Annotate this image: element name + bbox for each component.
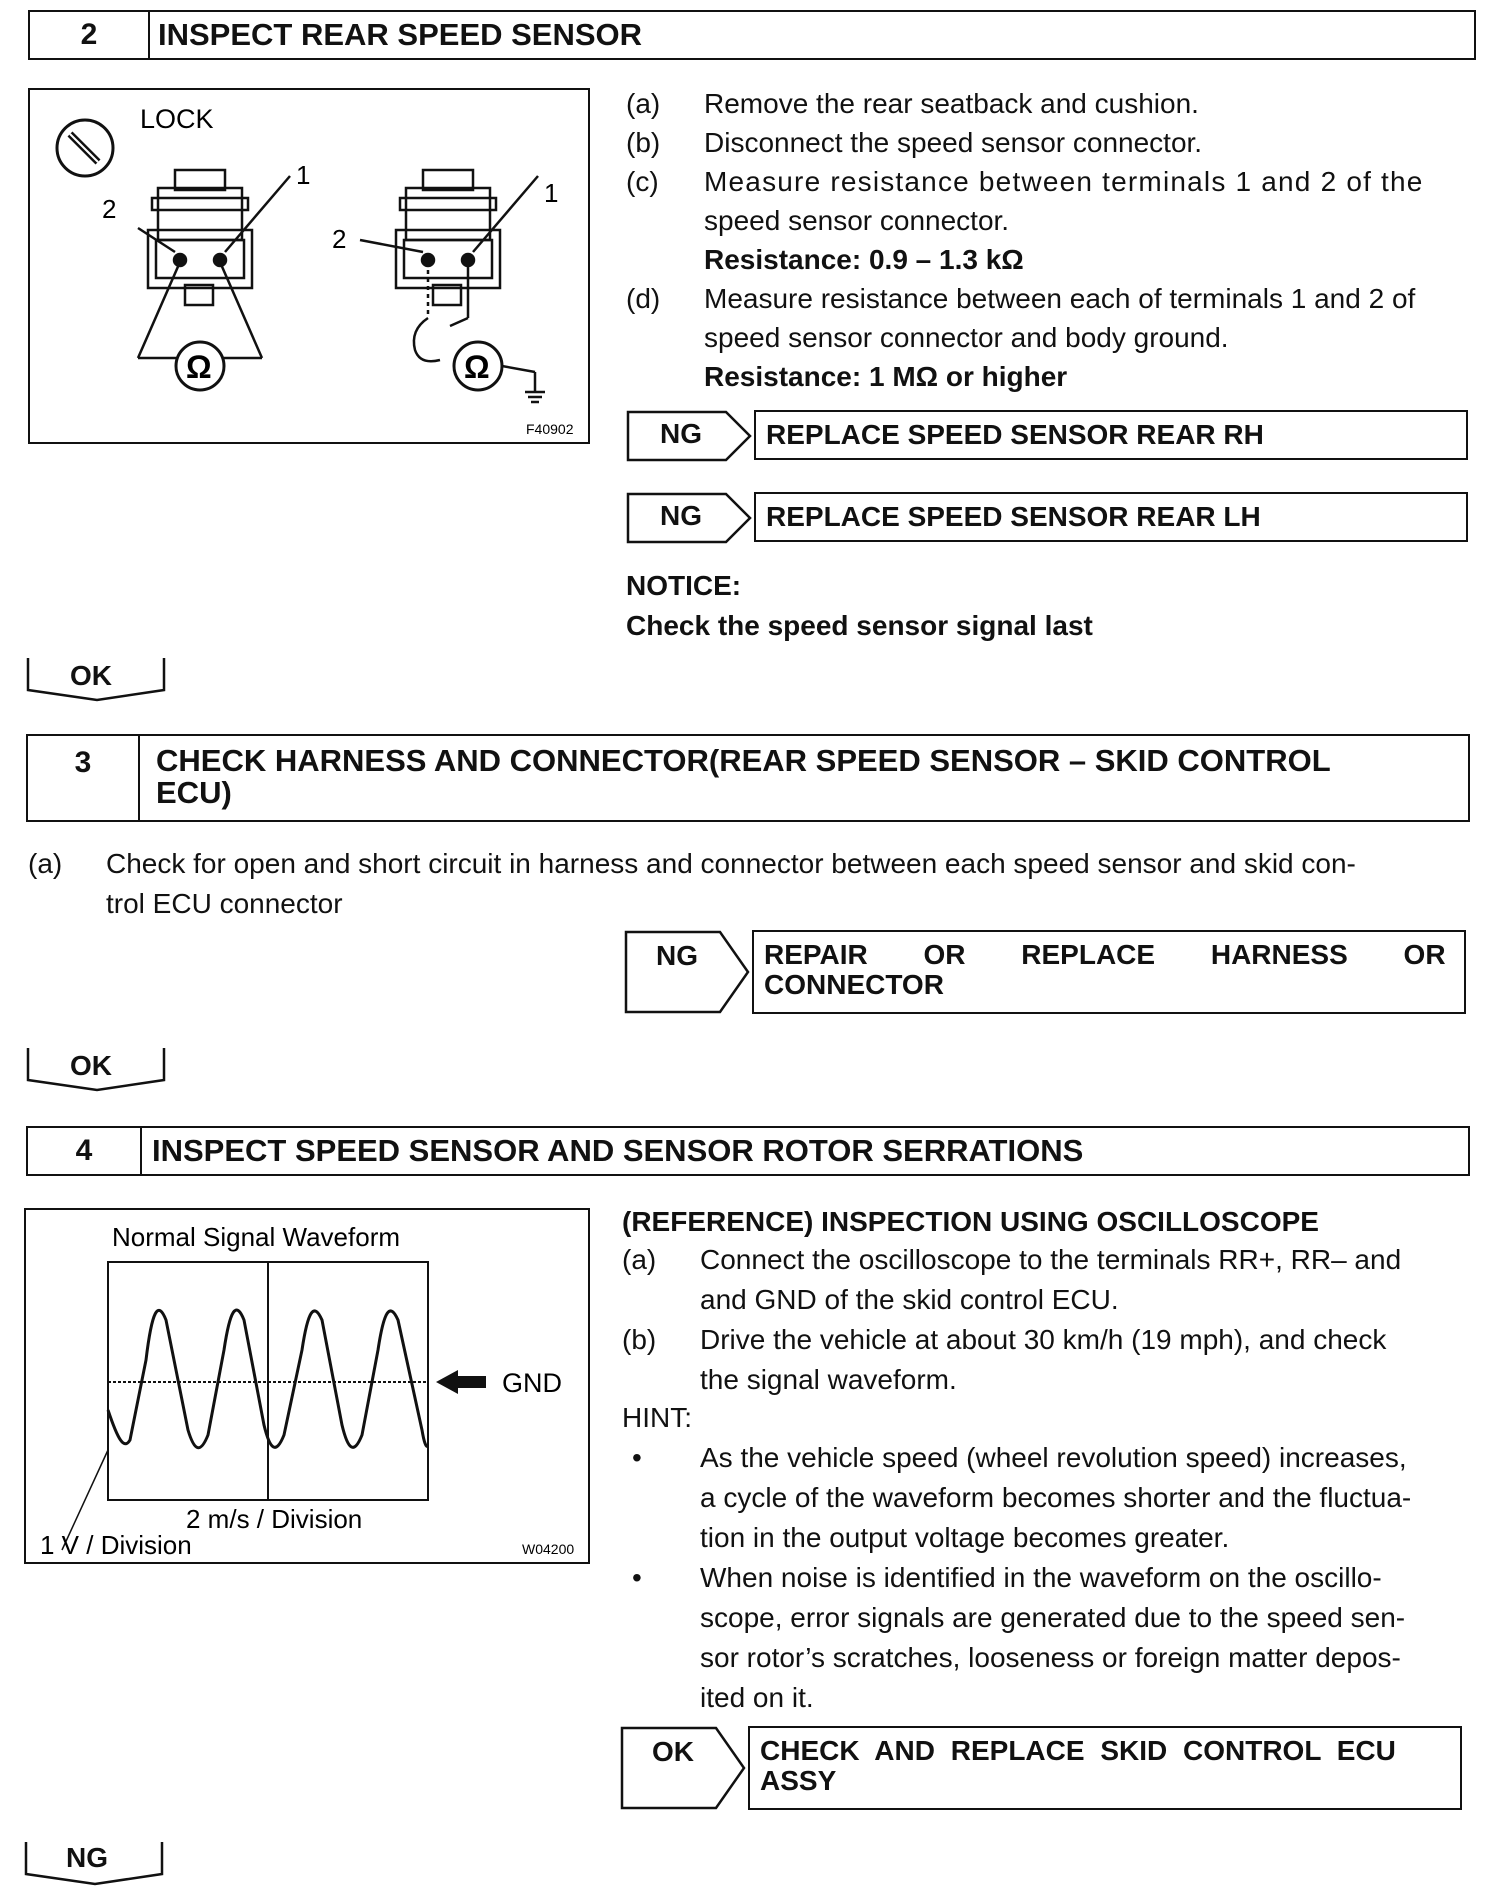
right-connector-icon [360,170,545,402]
connector-diagram [30,90,588,442]
bullet-text: As the vehicle speed (wheel revolution speed) increases, [700,1442,1407,1473]
ok-label: OK [652,1736,694,1767]
resistance-spec: Resistance: 1 MΩ or higher [704,361,1068,392]
step-title: INSPECT SPEED SENSOR AND SENSOR ROTOR SERRATIONS [152,1133,1084,1168]
ng-label: NG [656,940,698,971]
step-4-header [26,1126,1470,1176]
step-title-line1: CHECK HARNESS AND CONNECTOR(REAR SPEED SENSOR – SKID CONTROL [156,743,1331,778]
pin-1-label: 1 [296,160,311,190]
ohm-symbol: Ω [186,349,212,385]
pin-1-label: 1 [544,178,559,208]
bullet-text: a cycle of the waveform becomes shorter and the fluctua- [700,1482,1412,1513]
ng-label: NG [660,500,702,531]
bullet-text: scope, error signals are generated due to the speed sen- [700,1602,1406,1633]
item-text: Check for open and short circuit in harness and connector between each speed sensor and skid con- [106,848,1356,879]
gnd-arrow-icon [436,1370,486,1394]
ng-label: NG [66,1842,108,1873]
y-division-label: 1 V / Division [40,1530,192,1560]
left-connector-icon [138,170,290,390]
item-tag: (d) [626,283,661,314]
item-text: speed sensor connector and body ground. [704,322,1229,353]
waveform-title: Normal Signal Waveform [112,1222,401,1252]
item-text: Connect the oscilloscope to the terminals RR+, RR– and [700,1244,1402,1275]
pin-2-label: 2 [332,224,347,254]
ok-label: OK [70,660,112,691]
pin-2-label: 2 [102,194,117,224]
step-title-line2: ECU) [156,775,232,810]
item-tag: (a) [626,88,661,119]
item-text: Measure resistance between terminals 1 and 2 of the [704,166,1424,197]
ng-action-text: REPLACE SPEED SENSOR REAR RH [766,419,1264,450]
item-tag: (b) [626,127,661,158]
x-division-label: 2 m/s / Division [186,1504,363,1534]
figure-code: F40902 [526,421,574,437]
step-title: INSPECT REAR SPEED SENSOR [158,17,643,52]
bullet-text: tion in the output voltage becomes greater. [700,1522,1230,1553]
ng-action-harness [752,930,1466,1014]
step-number: 3 [28,736,140,820]
ohm-symbol: Ω [464,349,490,385]
item-text: Drive the vehicle at about 30 km/h (19 mph), and check [700,1324,1387,1355]
ng-label: NG [660,418,702,449]
gnd-label: GND [502,1368,562,1398]
item-text: and GND of the skid control ECU. [700,1284,1119,1315]
step-2-header [28,10,1476,60]
bullet-text: ited on it. [700,1682,814,1713]
step-number: 2 [30,12,150,58]
item-text: trol ECU connector [106,888,343,919]
item-tag: (c) [626,166,659,197]
ok-action-text: ASSY [760,1765,837,1796]
item-tag: (a) [622,1244,657,1275]
figure-code: W04200 [522,1541,575,1557]
bullet-text: When noise is identified in the waveform on the oscillo- [700,1562,1382,1593]
bullet: • [632,1562,642,1593]
resistance-spec: Resistance: 0.9 – 1.3 kΩ [704,244,1024,275]
hint-label: HINT: [622,1402,692,1433]
item-text: Disconnect the speed sensor connector. [704,127,1203,158]
ng-action-text: REPLACE SPEED SENSOR REAR LH [766,501,1261,532]
item-tag: (a) [28,848,63,879]
bullet-text: sor rotor’s scratches, looseness or foreign matter depos- [700,1642,1401,1673]
item-text: Measure resistance between each of terminals 1 and 2 of [704,283,1416,314]
step-number: 4 [28,1128,142,1174]
step-3-header [26,734,1470,822]
ng-action-text: CONNECTOR [764,969,944,1000]
ok-label: OK [70,1050,112,1081]
ng-action-rh [754,410,1468,460]
notice-title: NOTICE: [626,570,742,601]
notice-text: Check the speed sensor signal last [626,610,1093,641]
waveform-figure [24,1208,590,1564]
oscilloscope-waveform [26,1210,588,1562]
item-text: the signal waveform. [700,1364,957,1395]
bullet: • [632,1442,642,1473]
lock-icon [57,120,113,176]
ok-action-text: CHECK AND REPLACE SKID CONTROL ECU [760,1735,1396,1766]
item-text: speed sensor connector. [704,205,1010,236]
lock-label: LOCK [140,104,214,134]
reference-title: (REFERENCE) INSPECTION USING OSCILLOSCOPE [622,1206,1319,1237]
ng-action-text: REPAIR OR REPLACE HARNESS OR [764,939,1446,970]
sensor-connector-figure [28,88,590,444]
ok-action-ecu [748,1726,1462,1810]
item-text: Remove the rear seatback and cushion. [704,88,1199,119]
item-tag: (b) [622,1324,657,1355]
ng-action-lh [754,492,1468,542]
